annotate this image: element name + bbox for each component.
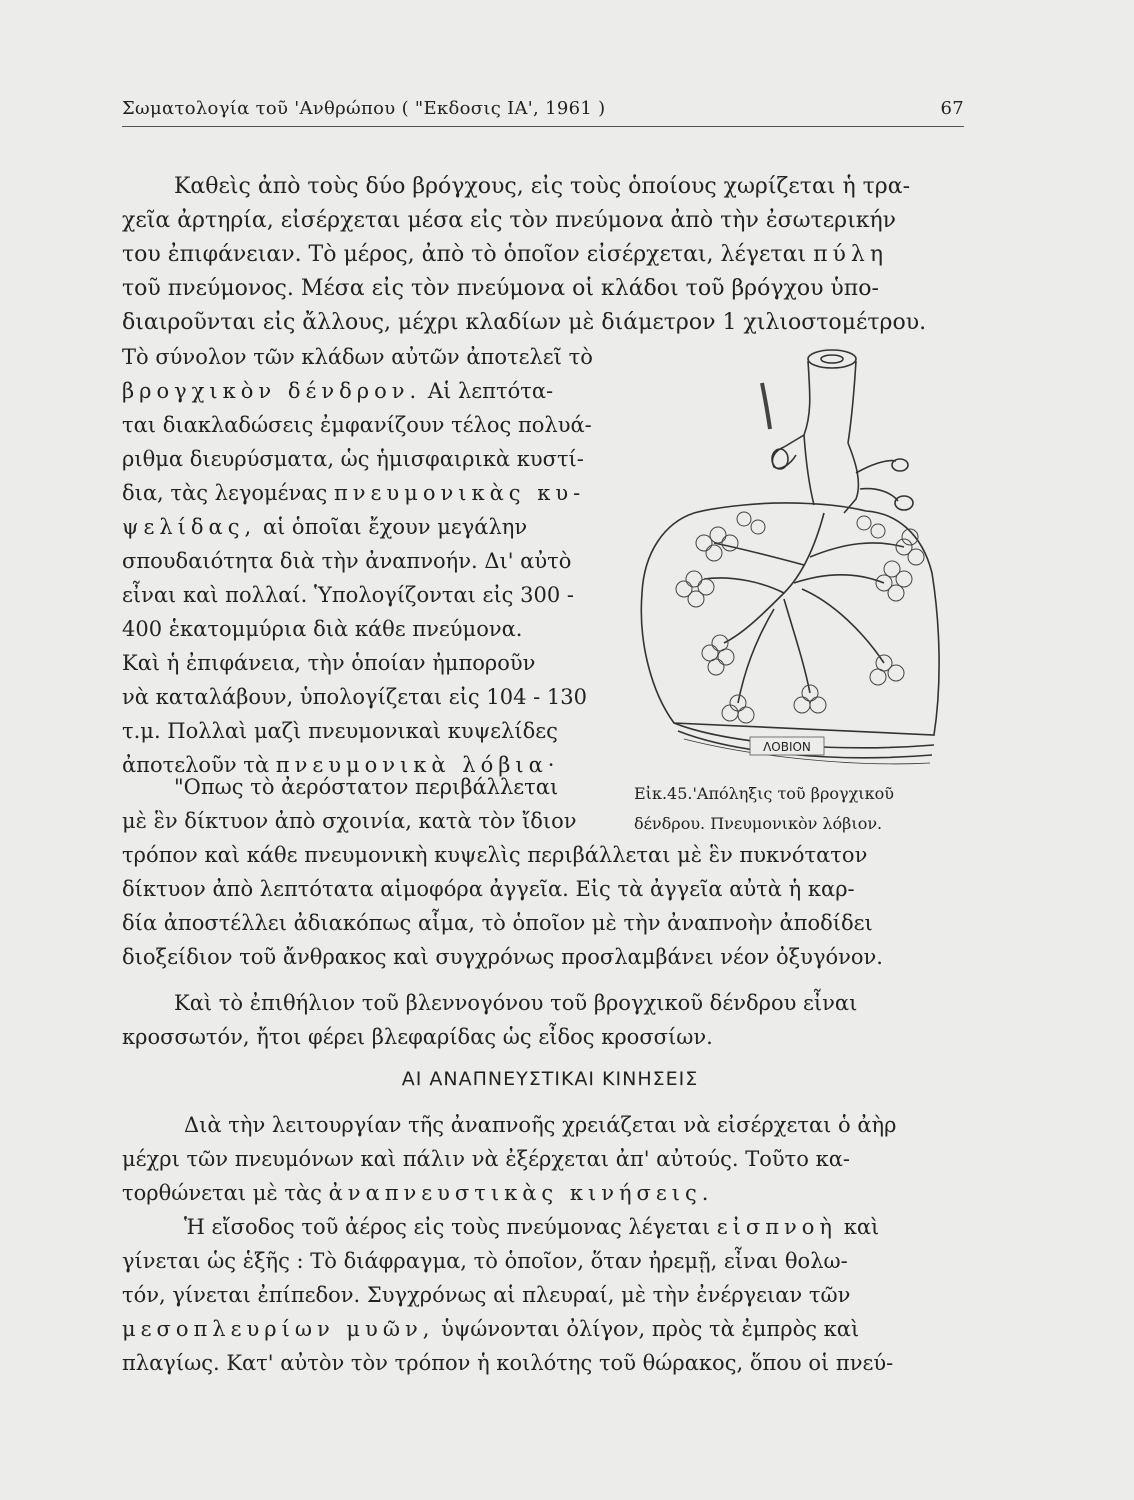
text-line: Καὶ τὸ ἐπιθήλιον τοῦ βλεννογόνου τοῦ βρογχικοῦ δένδρου εἶναι [174,991,858,1015]
paragraph-epithelium [122,986,964,1054]
text-line: σπουδαιότητα διὰ τὴν ἀναπνοήν. Δι' αὐτὸ [122,549,572,573]
text-line: εἶναι καὶ πολλαί. Ὑπολογίζονται εἰς 300 - [122,583,574,607]
figure-caption [634,779,894,839]
text-line: Τὸ σύνολον τῶν κλάδων αὐτῶν ἀποτελεῖ τὸ [122,345,593,369]
paragraph-bronchial-tree [122,340,627,782]
text-line: "Οπως τὸ ἀερόστατον περιβάλλεται [174,775,559,799]
text-line: νὰ καταλάβουν, ὑπολογίζεται εἰς 104 - 130 [122,685,587,709]
text-line: τοῦ πνεύμονος. Μέσα εἰς τὸν πνεύμονα οἱ κλάδοι τοῦ βρόγχου ὑπο- [122,276,879,301]
paragraph-breathing-function [122,1108,964,1210]
text-fragment: ἀποτελοῦν τὰ [122,753,270,777]
term-inhalation: εἰσπνοὴ [716,1215,838,1239]
term-alveoli: πνευμονικὰς κυ- [333,481,586,505]
text-line: διοξείδιον τοῦ ἄνθρακος καὶ συγχρόνως προσλαμβάνει νέον ὀξυγόνον. [122,945,883,969]
text-fragment: Αἱ λεπτότα- [427,379,554,403]
lobule-illustration [634,343,946,775]
text-line: τόν, γίνεται ἐπίπεδον. Συγχρόνως αἱ πλευραί, μὲ τὴν ἐνέργειαν τῶν [122,1283,851,1307]
page-number: 67 [940,98,964,119]
text-line: 400 ἑκατομμύρια διὰ κάθε πνεύμονα. [122,617,523,641]
text-fragment: τορθώνεται μὲ τὰς [122,1181,322,1205]
text-line: Διὰ τὴν λειτουργίαν τῆς ἀναπνοῆς χρειάζεται νὰ εἰσέρχεται ὁ ἀὴρ [184,1113,897,1137]
text-line: δίκτυον ἀπὸ λεπτότατα αἱμοφόρα ἀγγεῖα. Εἰς τὰ ἀγγεῖα αὐτὰ ἡ καρ- [122,877,855,901]
text-line: χεῖα ἀρτηρία, εἰσέρχεται μέσα εἰς τὸν πνεύμονα ἀπὸ τὴν ἐσωτερικήν [122,208,897,233]
section-heading: ΑΙ ΑΝΑΠΝΕΥΣΤΙΚΑΙ ΚΙΝΗΣΕΙΣ [401,1068,699,1090]
text-line [122,1176,964,1210]
text-line: κροσσωτόν, ἤτοι φέρει βλεφαρίδας ὡς εἶδος κροσσίων. [122,1025,713,1049]
text-line: Καὶ ἡ ἐπιφάνεια, τὴν ὁποίαν ἠμποροῦν [122,651,536,675]
header-title: Σωματολογία τοῦ 'Ανθρώπου ( "Εκδοσις ΙΑ', 1961 ) [122,98,606,119]
text-line: πλαγίως. Κατ' αὐτὸν τὸν τρόπον ἡ κοιλότης τοῦ θώρακος, ὅπου οἱ πνεύ- [122,1351,894,1375]
text-line [122,510,627,544]
text-line: ριθμα διευρύσματα, ὡς ἡμισφαιρικὰ κυστί- [122,447,584,471]
text-fragment: ὑψώνονται ὀλίγον, πρὸς τὰ ἐμπρὸς καὶ [441,1317,860,1341]
text-line: Καθεὶς ἀπὸ τοὺς δύο βρόγχους, εἰς τοὺς ὁποίους χωρίζεται ἡ τρα- [174,174,911,199]
term-respiratory-movements: ἀναπνευστικὰς κινήσεις. [328,1181,714,1205]
text-line [122,374,627,408]
text-line: μὲ ἓν δίκτυον ἀπὸ σχοινία, κατὰ τὸν ἴδιον [122,809,577,833]
text-fragment: καὶ [843,1215,880,1239]
text-line: διαιροῦνται εἰς ἄλλους, μέχρι κλαδίων μὲ διάμετρον 1 χιλιοστομέτρου. [122,310,927,335]
text-fragment: Ἡ εἴσοδος τοῦ ἀέρος εἰς τοὺς πνεύμονας λέγεται [184,1215,711,1239]
term-intercostal-muscles: μεσοπλευρίων μυῶν, [122,1317,435,1341]
text-line [122,476,627,510]
term-alveoli-cont: ψελίδας, [122,515,257,539]
lobule-drawing [634,343,946,775]
text-line [122,1210,964,1244]
text-line: δία ἀποστέλλει ἀδιακόπως αἷμα, τὸ ὁποῖον μὲ τὴν ἀναπνοὴν ἀποδίδει [122,911,873,935]
paragraph-inhalation [122,1210,964,1380]
figure-label: ΛΟΒΙΟΝ [763,740,811,754]
term-lobules: πνευμονικὰ λόβια· [275,753,560,777]
text-line: γίνεται ὡς ἑξῆς : Τὸ διάφραγμα, τὸ ὁποῖον, ὅταν ἠρεμῇ, εἶναι θολω- [122,1249,848,1273]
paragraph-bronchi-entry [122,170,964,340]
running-header [122,96,964,127]
text-line: τ.μ. Πολλαὶ μαζὶ πνευμονικαὶ κυψελίδες [122,719,558,743]
text-line [122,238,964,272]
caption-line: δένδρου. Πνευμονικὸν λόβιον. [634,814,883,833]
text-fragment: του ἐπιφάνειαν. Τὸ μέρος, ἀπὸ τὸ ὁποῖον εἰσέρχεται, λέγεται [122,242,807,267]
text-line: ται διακλαδώσεις ἐμφανίζουν τέλος πολυά- [122,413,592,437]
text-fragment: αἱ ὁποῖαι ἔχουν μεγάλην [262,515,528,539]
text-line: τρόπον καὶ κάθε πνευμονικὴ κυψελὶς περιβάλλεται μὲ ἓν πυκνότατον [122,843,868,867]
term-bronchial-tree: βρογχικὸν δένδρον. [122,379,422,403]
term-pyli: πύλη [813,242,889,267]
text-line [122,1312,964,1346]
caption-line: Εἰκ.45.'Απόληξις τοῦ βρογχικοῦ [634,784,894,803]
text-fragment: δια, τὰς λεγομένας [122,481,328,505]
text-line: μέχρι τῶν πνευμόνων καὶ πάλιν νὰ ἐξέρχεται ἀπ' αὐτούς. Τοῦτο κα- [122,1147,850,1171]
